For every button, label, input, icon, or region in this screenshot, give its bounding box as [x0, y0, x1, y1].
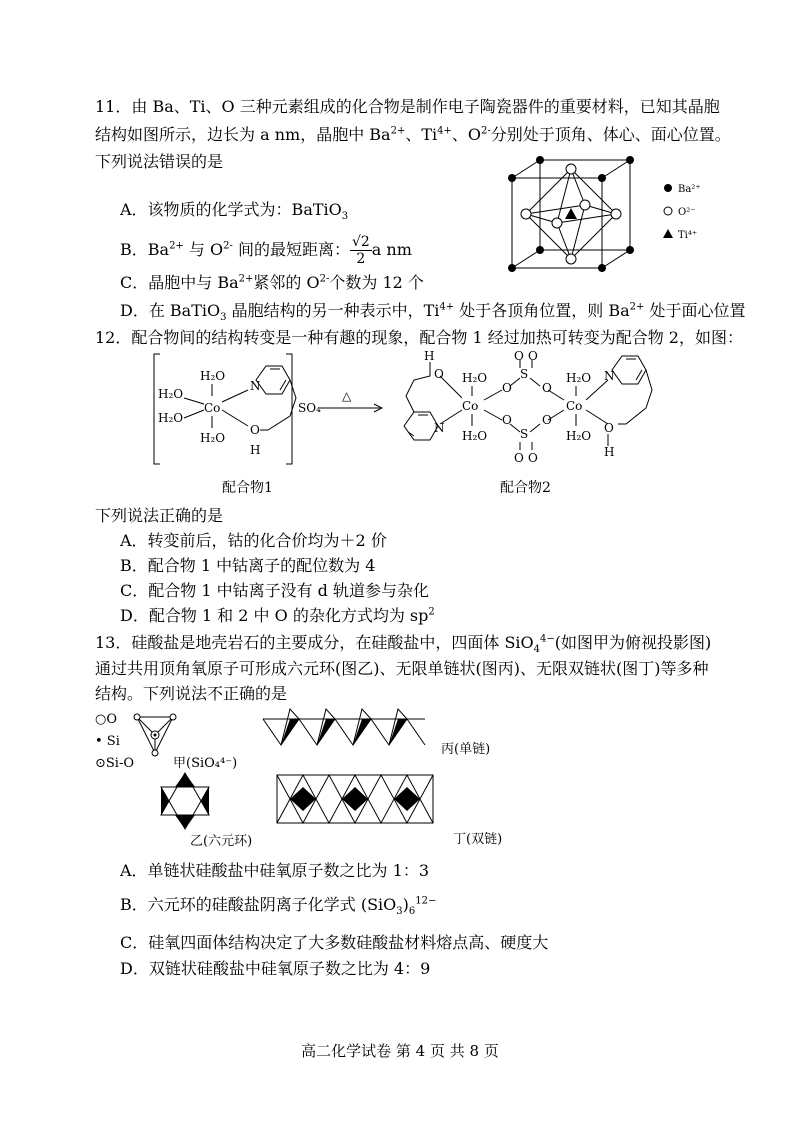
q12-option-a: A．转变前后，钴的化合价均为＋2 价 — [120, 531, 387, 550]
h2o-left2: H₂O — [158, 411, 184, 425]
legend-o-icon — [664, 207, 672, 215]
o-bridge-1: O — [502, 381, 512, 395]
n-atom-3: N — [604, 369, 615, 383]
q12-question: 下列说法正确的是 — [95, 506, 224, 525]
h-atom-2: H — [424, 349, 435, 363]
co-atom-1: Co — [204, 401, 221, 415]
o-atom — [521, 209, 531, 219]
complex-1-label: 配合物1 — [222, 480, 273, 496]
q13-option-d: D．双链状硅酸盐中硅氧原子数之比为 4：9 — [120, 959, 431, 978]
si-center-dot — [154, 734, 157, 737]
q13-stem-line1: 13．硅酸盐是地壳岩石的主要成分，在硅酸盐中，四面体 SiO$_4^{4-}$(如图甲为俯视投影图) — [95, 633, 712, 656]
o-atom-3: O — [604, 421, 614, 435]
q13-option-c: C．硅氧四面体结构决定了大多数硅酸盐材料熔点高、硬度大 — [120, 933, 549, 952]
o-bridge-3: O — [542, 381, 552, 395]
o-bridge-4: O — [542, 413, 552, 427]
h2o-bottom: H₂O — [200, 431, 226, 445]
legend-oxygen: ○O — [95, 712, 118, 727]
legend-si-o: ⊙Si-O — [95, 756, 135, 771]
q12-option-b: B．配合物 1 中钴离子的配位数为 4 — [120, 556, 376, 575]
q11-option-a: A．该物质的化学式为：BaTiO$_3$ — [120, 200, 349, 223]
ba-atom — [626, 156, 634, 164]
silicate-figure — [95, 705, 715, 855]
sulfate-ion: SO₄ — [298, 401, 321, 415]
h2o-left1: H₂O — [158, 387, 184, 401]
o-top-2: O — [528, 349, 538, 363]
o-atom — [566, 164, 576, 174]
h2o-2b: H₂O — [462, 429, 488, 443]
n-atom-1: N — [250, 379, 261, 393]
h-atom-1: H — [250, 443, 261, 457]
q11-question: 下列说法错误的是 — [95, 152, 224, 171]
o-atom — [580, 200, 590, 210]
ti-atom — [565, 208, 577, 219]
legend-ti: Ti⁴⁺ — [678, 230, 698, 241]
q11-stem-line2: 结构如图所示，边长为 a nm，晶胞中 $Ba^{2+}$、$Ti^{4+}$、$O^{2-}$分别处于顶角、体心、面心位置。 — [95, 125, 731, 144]
complex-2-label: 配合物2 — [500, 480, 551, 496]
q13-option-a: A．单链状硅酸盐中硅氧原子数之比为 1：3 — [120, 861, 430, 880]
q13-option-b: B．六元环的硅酸盐阴离子化学式 $(SiO_3)_6^{12-}$ — [120, 895, 437, 918]
o-bot-1: O — [514, 451, 524, 465]
o-top-1: O — [514, 349, 524, 363]
h2o-2a: H₂O — [462, 371, 488, 385]
heat-symbol: △ — [342, 389, 352, 403]
q12-stem: 12．配合物间的结构转变是一种有趣的现象，配合物 1 经过加热可转变为配合物 2，如图： — [95, 328, 743, 347]
crystal-cell-figure — [500, 158, 740, 278]
o-bot-2: O — [528, 451, 538, 465]
page-footer: 高二化学试卷 第 4 页 共 8 页 — [301, 1042, 499, 1060]
ba-atom — [626, 246, 634, 254]
h2o-3a: H₂O — [566, 371, 592, 385]
q11-stem-line1: 11．由 Ba、Ti、O 三种元素组成的化合物是制作电子陶瓷器件的重要材料，已知其晶胞 — [95, 97, 720, 116]
s-atom-2: S — [520, 427, 529, 441]
legend-ba-icon — [664, 184, 672, 192]
q11-fraction: $\frac{√2}{2}$ — [351, 234, 370, 267]
fig-ding-label: 丁(双链) — [453, 832, 503, 847]
ba-atom — [536, 156, 544, 164]
legend-o: O²⁻ — [678, 207, 696, 218]
fig-jia-label: 甲(SiO₄⁴⁻) — [173, 756, 238, 771]
o-atom-2: O — [434, 367, 444, 381]
q12-option-c: C．配合物 1 中钴离子没有 d 轨道参与杂化 — [120, 581, 430, 600]
q12-option-d: D．配合物 1 和 2 中 O 的杂化方式均为 $sp^2$ — [120, 606, 435, 625]
o-atom — [611, 209, 621, 219]
q11-option-b: B．$Ba^{2+}$ 与 $O^{2-}$ 间的最短距离： $\frac{√2}{2}$ a nm — [120, 234, 412, 267]
ba-atom — [508, 264, 516, 272]
ba-atom — [598, 174, 606, 182]
ba-atom — [508, 174, 516, 182]
fig-yi-label: 乙(六元环) — [190, 834, 253, 849]
fig-bing-label: 丙(单链) — [441, 742, 491, 757]
n-atom-2: N — [434, 421, 445, 435]
ba-atom — [598, 264, 606, 272]
ba-atom — [536, 246, 544, 254]
q11-option-c: C．晶胞中与 $Ba^{2+}$紧邻的 $O^{2-}$个数为 12 个 — [120, 273, 424, 292]
o-bridge-2: O — [502, 413, 512, 427]
legend-ba: Ba²⁺ — [678, 184, 701, 195]
q13-stem-line3: 结构。下列说法不正确的是 — [95, 684, 288, 703]
s-atom-1: S — [520, 367, 529, 381]
h2o-3b: H₂O — [566, 429, 592, 443]
h2o-top: H₂O — [200, 369, 226, 383]
legend-silicon: • Si — [95, 734, 120, 749]
o-atom — [566, 254, 576, 264]
co-atom-3: Co — [566, 399, 583, 413]
q13-stem-line2: 通过共用顶角氧原子可形成六元环(图乙)、无限单链状(图丙)、无限双链状(图丁)等多种 — [95, 659, 709, 678]
h-atom-3: H — [604, 445, 615, 459]
o-atom — [552, 218, 562, 228]
q11-option-d: D．在 BaTiO$_3$ 晶胞结构的另一种表示中，$Ti^{4+}$ 处于各顶角位置，则 $Ba^{2+}$ 处于面心位置 — [120, 301, 746, 324]
legend-ti-icon — [663, 229, 673, 238]
o-atom-1: O — [250, 423, 260, 437]
co-atom-2: Co — [462, 399, 479, 413]
